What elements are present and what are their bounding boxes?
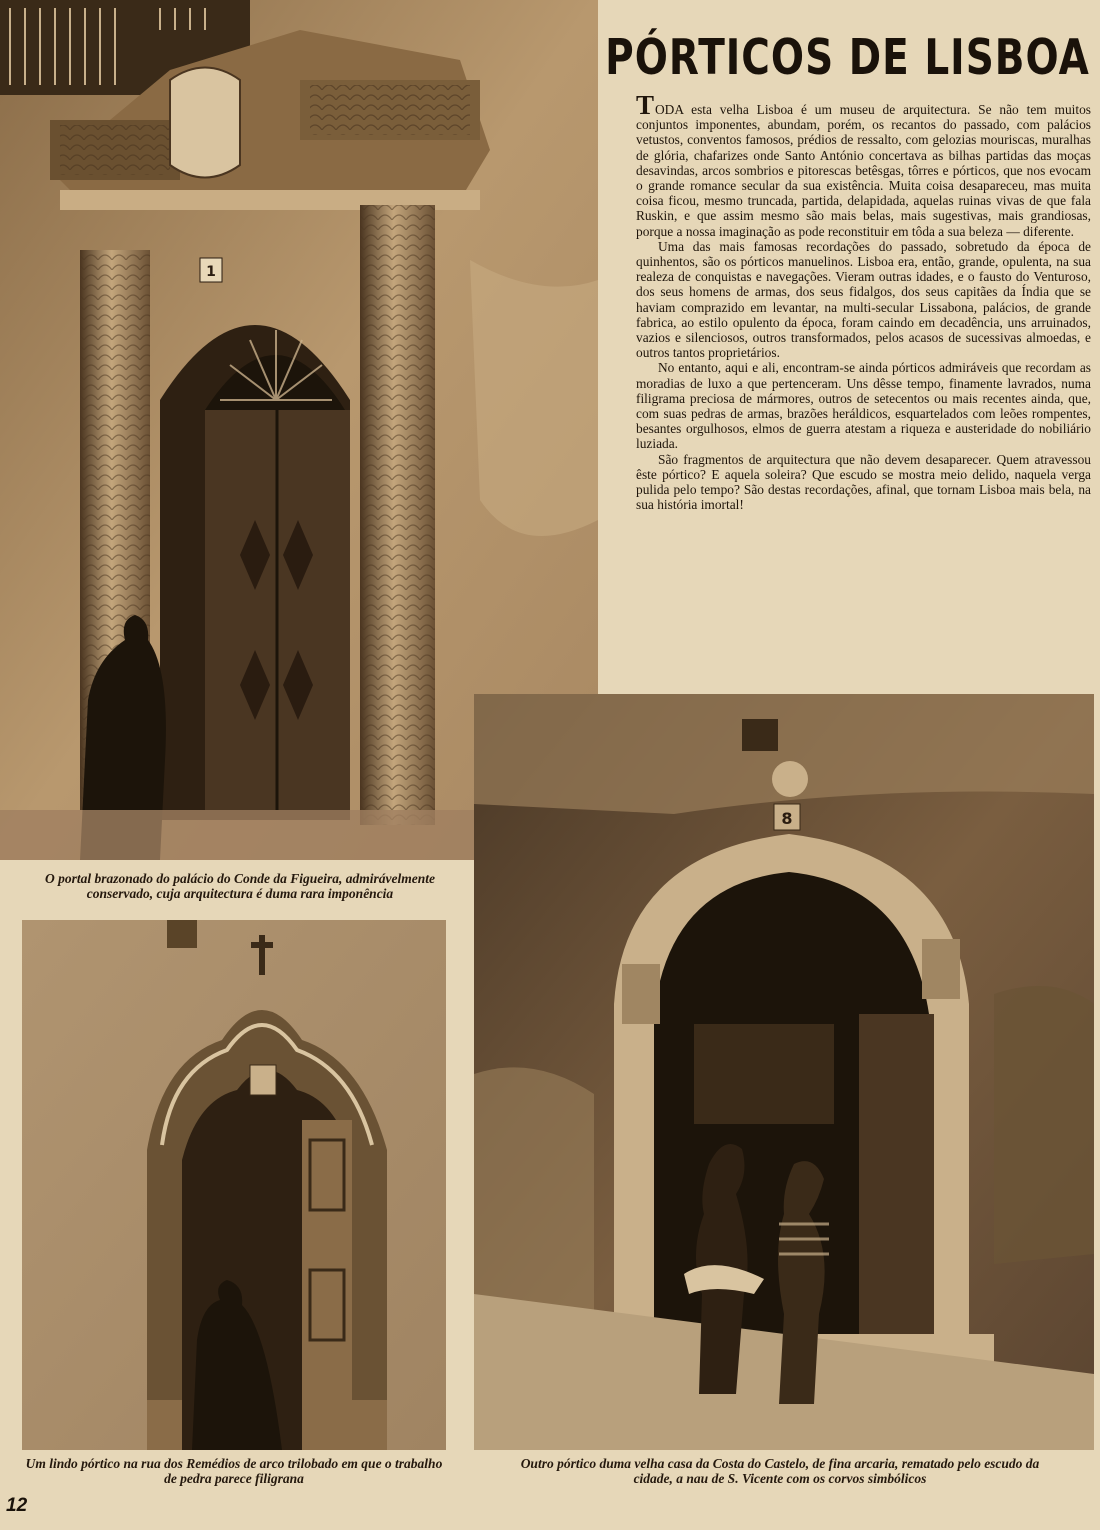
page-title: PÓRTICOS DE LISBOA [605,30,1090,87]
door-number-1: 1 [206,264,216,280]
page-number: 12 [6,1495,28,1516]
drop-cap: T [636,96,655,120]
paragraph-1-text: ODA esta velha Lisboa é um museu de arquitectura. Se não tem muitos conjuntos imponentes, abundam, porém, os recantos do passado, com palácios vetustos, conventos famosos, prédios de ressalto, com gelozias mouriscas, muralhas de glória, chafarizes onde Santo António concertava as bilhas partidas das moças desavindas, arcos sombrios e pitorescas betêsgas, tôrres e pórticos, que nos evocam o grande romance secular da sua existência. Muita coisa desapareceu, mas muita coisa ficou, mesmo truncada, partida, delapidada, aquelas ruinas vivas de que fala Ruskin, e que assim mesmo são mais belas, mais sugestivas, mais grandiosas, porque a nossa imaginação as pode reconstituir em tôda a sua beleza — diferente. [636,102,1091,239]
photo-costa-castelo-portal [474,694,1094,1450]
article-paragraph-2: Uma das mais famosas recordações do passado, sobretudo da época de quinhentos, são os pórticos manuelinos. Lisboa era, então, grande, opulenta, na sua realeza de conquistas e navegações. Vieram outras idades, e o fausto do Venturoso, dos seus homens de armas, dos seus fidalgos, dos seus capitães da Índia que se haviam comprazido em levantar, na multi-secular Lissabona, palácios, de grande fabrica, ao estilo opulento da época, foram caindo em decadência, uns arruinados, vazios e silenciosos, outros transformados, pelos acasos de sucessivas almoedas, e outros tantos proprietários. [636,238,1091,361]
caption-bottom-left: Um lindo pórtico na rua dos Remédios de arco trilobado em que o trabalho de pedra parece filigrana [25,1456,443,1486]
photo-rua-remedios-portal [22,920,446,1450]
article-body [636,96,1091,666]
article-paragraph-1 [636,96,1091,239]
caption-top-left: O portal brazonado do palácio do Conde da Figueira, admirávelmente conservado, cuja arquitectura é duma rara imponência [44,871,435,901]
caption-bottom-right: Outro pórtico duma velha casa da Costa do Castelo, de fina arcaria, rematado pelo escudo da cidade, a nau de S. Vicente com os corvos simbólicos [520,1456,1040,1486]
article-paragraph-4: São fragmentos de arquitectura que não devem desaparecer. Quem atravessou êste pórtico? E aquela soleira? Que escudo se mostra meio delido, naquela verga pulida pelo tempo? São destas recordações, afinal, que tornam Lisboa mais bela, na sua história imortal! [636,451,1091,513]
door-number-2: 8 [781,809,793,828]
article-paragraph-3: No entanto, aqui e ali, encontram-se ainda pórticos admiráveis que recordam as moradias de luxo a que pertenceram. Uns dêsse tempo, finamente lavrados, numa filigrama preciosa de mármores, outros de setecentos ou mais recentes ainda, que, com suas pedras de armas, brazões heráldicos, esquartelados com leões rompentes, besantes orgulhosos, elmos de guerra atestam a riqueza e austeridade do nobiliário luziada. [636,360,1091,452]
